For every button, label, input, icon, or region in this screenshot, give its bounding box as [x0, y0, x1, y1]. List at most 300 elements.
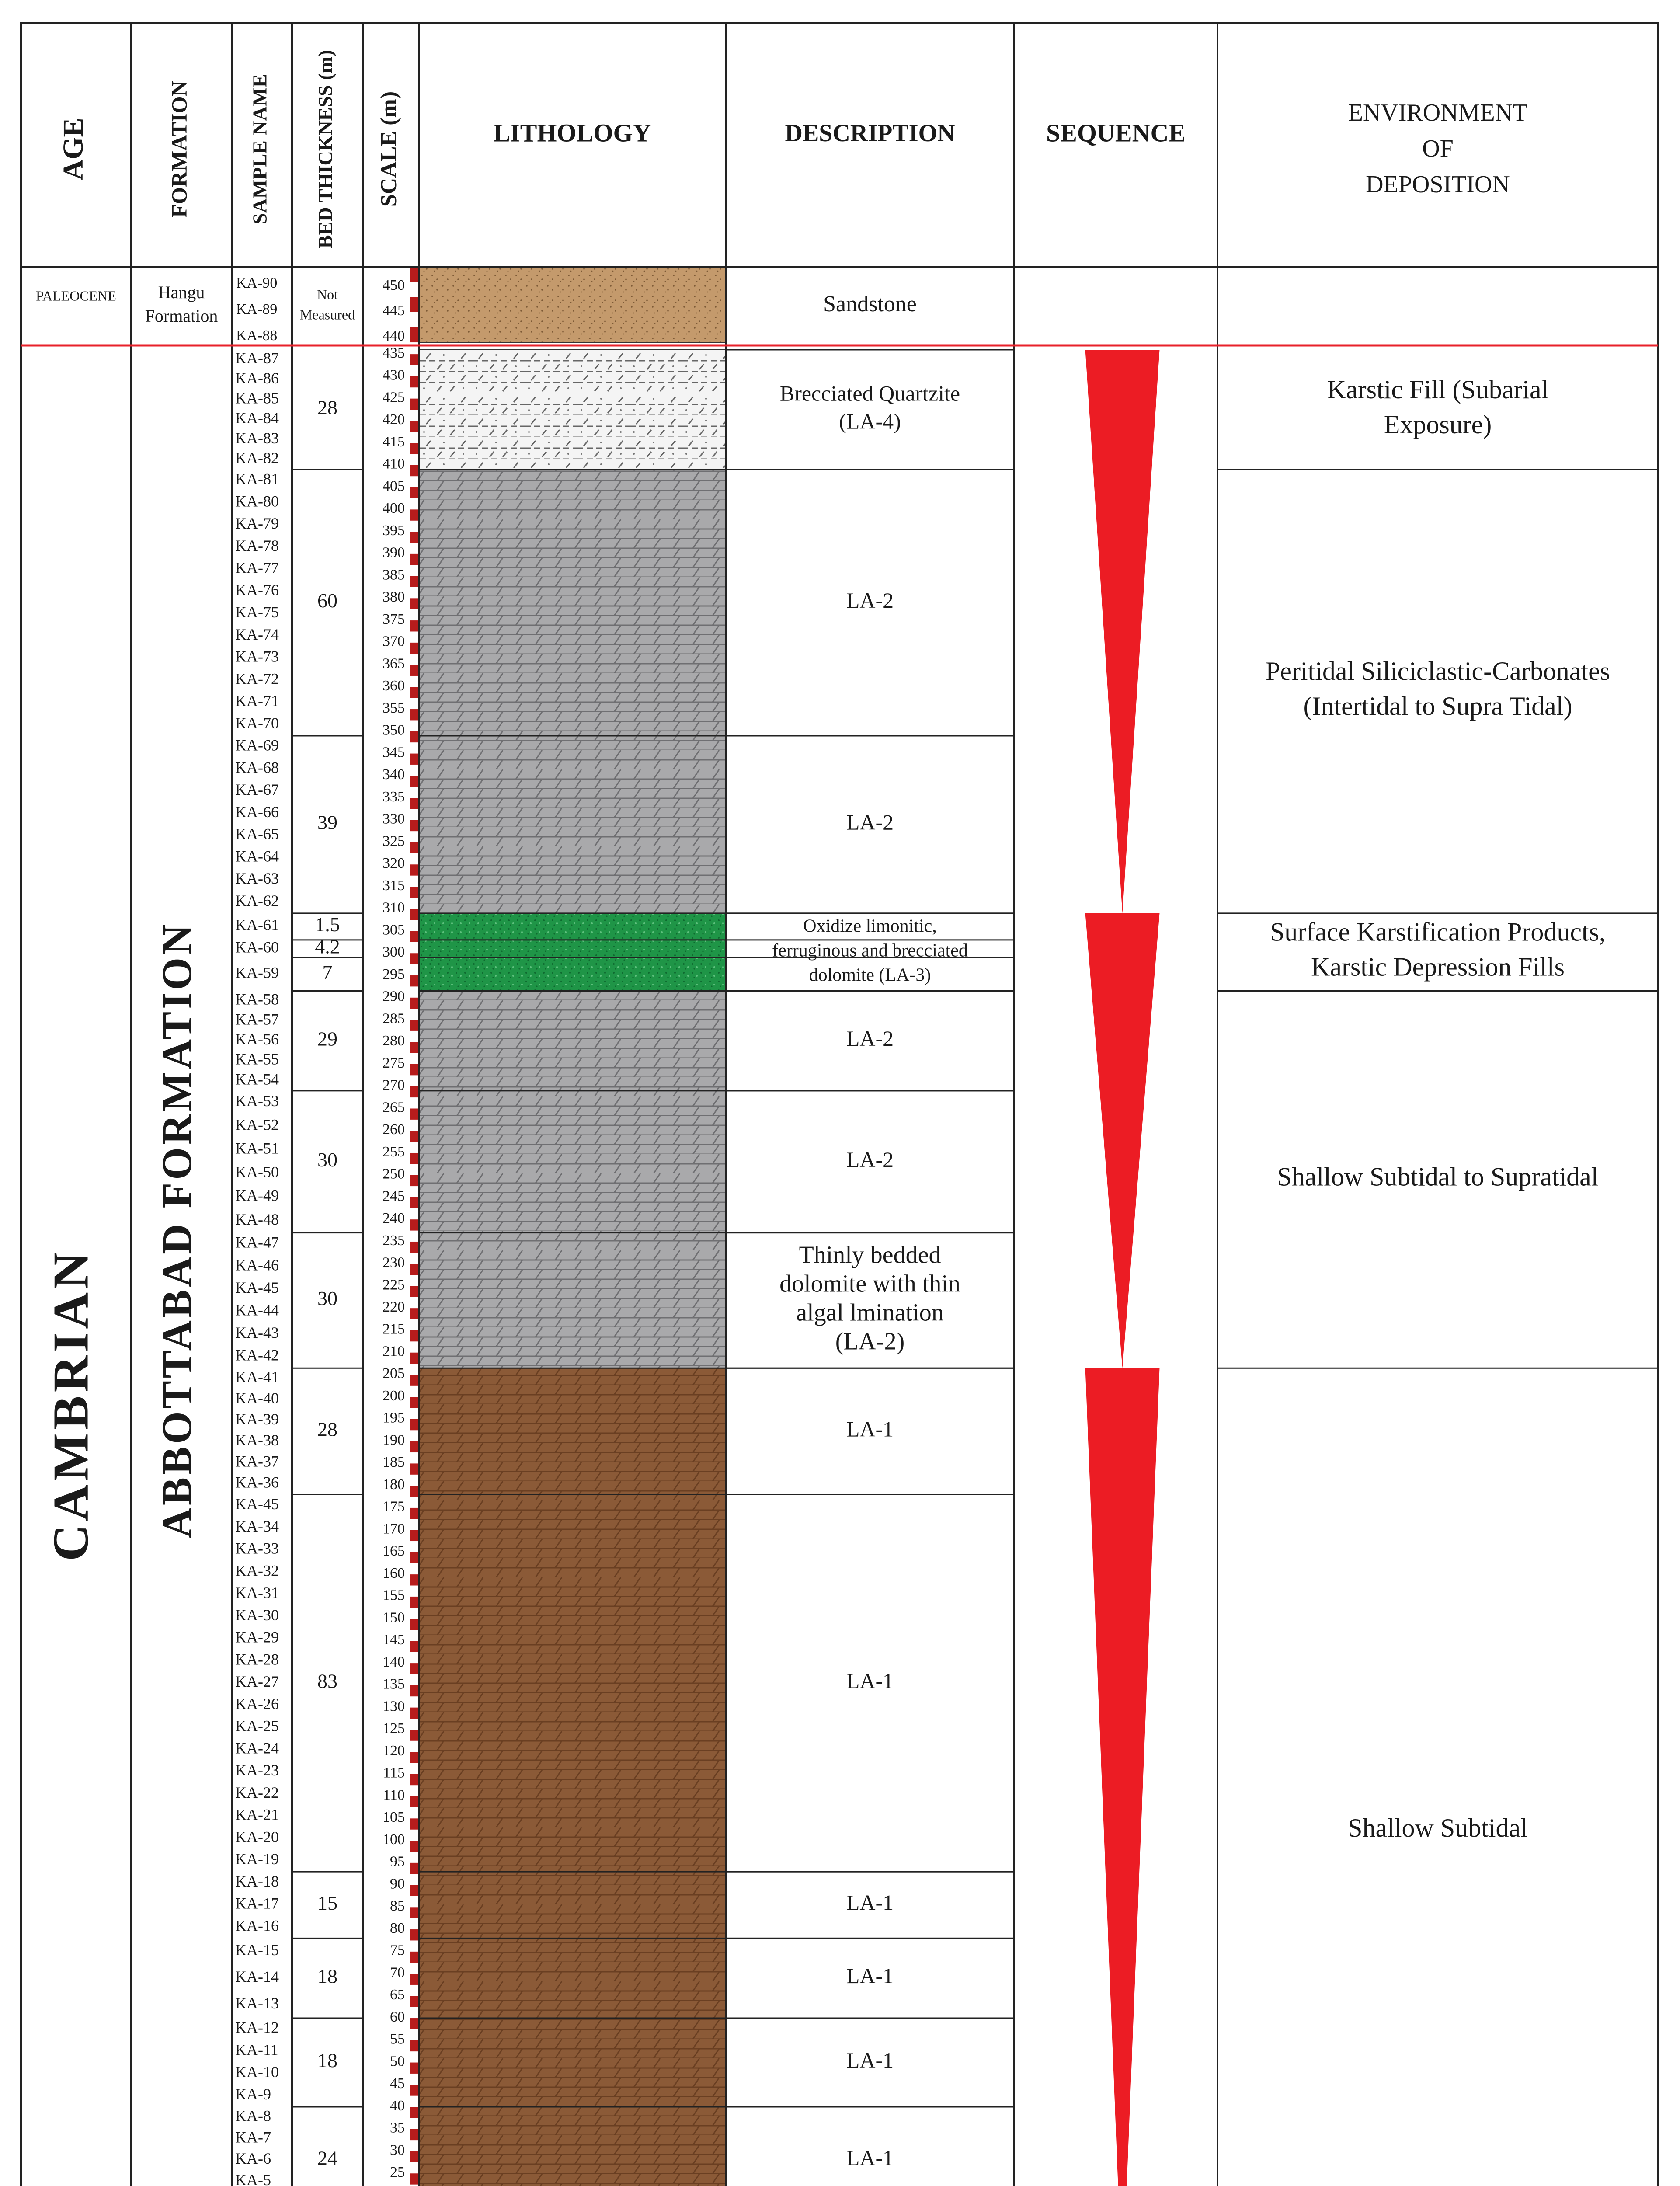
bed-12-thickness: 18: [317, 1965, 337, 1988]
sample-label-KA-13: KA-13: [235, 1994, 279, 2012]
scale-tick-290: 290: [383, 988, 405, 1005]
scale-tick-label: 450: [383, 277, 405, 293]
sample-label-KA-12: KA-12: [235, 2019, 279, 2036]
sample-label-KA-6: KA-6: [235, 2150, 271, 2168]
scale-tick-355: 355: [383, 700, 405, 716]
bed-7-thickness: 30: [317, 1148, 337, 1171]
sample-label-KA-32: KA-32: [235, 1562, 279, 1580]
scale-bar-segment: [410, 2129, 419, 2140]
scale-tick-135: 135: [383, 1676, 405, 1692]
sample-label-KA-66: KA-66: [235, 803, 279, 821]
scale-tick-235: 235: [383, 1232, 405, 1249]
scale-tick-250: 250: [383, 1166, 405, 1182]
sample-label-KA-61: KA-61: [235, 916, 279, 934]
scale-tick-220: 220: [383, 1298, 405, 1315]
scale-tick-420: 420: [383, 411, 405, 428]
la3-description: Oxidize limonitic,: [803, 916, 937, 936]
sample-label-KA-36: KA-36: [235, 1473, 279, 1491]
scale-bar-segment: [410, 709, 419, 720]
sample-label-KA-59: KA-59: [235, 964, 279, 982]
sample-label-KA-18: KA-18: [235, 1872, 279, 1890]
sample-label-KA-69: KA-69: [235, 736, 279, 754]
scale-tick-310: 310: [383, 899, 405, 916]
scale-tick-185: 185: [383, 1454, 405, 1471]
environment-0: Karstic Fill (Subarial: [1327, 375, 1549, 404]
sample-label-KA-39: KA-39: [235, 1410, 279, 1428]
scale-bar-segment: [410, 1086, 419, 1097]
scale-tick-200: 200: [383, 1387, 405, 1404]
header-sequence: SEQUENCE: [1046, 118, 1186, 147]
scale-bar-segment: [410, 1708, 419, 1719]
abbottabad-formation: ABBOTTABAD FORMATION: [153, 922, 201, 1539]
scale-tick-85: 85: [390, 1898, 405, 1914]
scale-tick-120: 120: [383, 1742, 405, 1759]
sample-label-KA-34: KA-34: [235, 1517, 279, 1535]
scale-tick-65: 65: [390, 1987, 405, 2003]
scale-bar-segment: [410, 620, 419, 631]
scale-bar-segment: [410, 1508, 419, 1519]
sample-label-KA-26: KA-26: [235, 1695, 279, 1713]
scale-tick-95: 95: [390, 1853, 405, 1870]
sample-label-KA-76: KA-76: [235, 581, 279, 599]
bed-2-description: LA-2: [846, 810, 894, 835]
scale-tick-150: 150: [383, 1609, 405, 1626]
scale-bar-segment: [410, 1064, 419, 1075]
sample-label-KA-8: KA-8: [235, 2107, 271, 2125]
environment-4: Shallow Subtidal: [1348, 1814, 1528, 1843]
header-environment: OF: [1422, 135, 1454, 162]
bed-8-fill: [419, 1233, 726, 1368]
scale-tick-label: 440: [383, 327, 405, 344]
scale-tick-430: 430: [383, 367, 405, 383]
scale-tick-265: 265: [383, 1099, 405, 1116]
scale-tick-50: 50: [390, 2053, 405, 2070]
sample-label-KA-7: KA-7: [235, 2128, 271, 2146]
header-age: AGE: [57, 118, 90, 181]
scale-tick-30: 30: [390, 2142, 405, 2158]
sample-label-KA-58: KA-58: [235, 990, 279, 1008]
scale-tick-70: 70: [390, 1964, 405, 1981]
sample-label-KA-65: KA-65: [235, 825, 279, 843]
bed-0-thickness: 28: [317, 396, 337, 419]
scale-tick-395: 395: [383, 522, 405, 539]
scale-bar-segment: [410, 1552, 419, 1563]
sample-label-KA-81: KA-81: [235, 470, 279, 488]
sample-label-KA-75: KA-75: [235, 603, 279, 621]
sample-label-KA-49: KA-49: [235, 1187, 279, 1204]
scale-tick-330: 330: [383, 811, 405, 827]
sample-label-KA-28: KA-28: [235, 1650, 279, 1668]
bed-11-thickness: 15: [317, 1891, 337, 1914]
scale-tick-210: 210: [383, 1343, 405, 1360]
scale-bar-segment: [410, 798, 419, 809]
scale-tick-160: 160: [383, 1565, 405, 1581]
scale-tick-260: 260: [383, 1121, 405, 1138]
sample-label-KA-72: KA-72: [235, 670, 279, 688]
sample-label-KA-22: KA-22: [235, 1783, 279, 1801]
scale-bar-segment: [410, 2085, 419, 2095]
sample-label-KA-80: KA-80: [235, 492, 279, 510]
scale-tick-275: 275: [383, 1055, 405, 1071]
scale-bar-segment: [410, 687, 419, 698]
sample-label-KA-48: KA-48: [235, 1210, 279, 1228]
environment-1: (Intertidal to Supra Tidal): [1303, 692, 1572, 721]
sample-label-KA-83: KA-83: [235, 429, 279, 447]
sample-label-KA-71: KA-71: [235, 692, 279, 710]
scale-bar-segment: [410, 1530, 419, 1541]
sample-label-KA-45: KA-45: [235, 1495, 279, 1513]
sample-label-KA-40: KA-40: [235, 1389, 279, 1407]
scale-bar-segment: [410, 443, 419, 454]
sample-label-KA-24: KA-24: [235, 1739, 279, 1757]
scale-tick-55: 55: [390, 2031, 405, 2047]
sample-label-KA-82: KA-82: [235, 449, 279, 467]
scale-tick-255: 255: [383, 1143, 405, 1160]
scale-bar-segment: [410, 487, 419, 498]
scale-bar-segment: [410, 1996, 419, 2007]
sample-label-KA-86: KA-86: [235, 369, 279, 387]
header-description: DESCRIPTION: [785, 119, 955, 147]
la3-description: ferruginous and brecciated: [772, 940, 968, 961]
environment-3: Shallow Subtidal to Supratidal: [1277, 1162, 1599, 1191]
bed-6-fill: [419, 991, 726, 1091]
header-environment: DEPOSITION: [1366, 171, 1510, 198]
sample-label-KA-44: KA-44: [235, 1301, 279, 1319]
scale-tick-145: 145: [383, 1632, 405, 1648]
la3-description: dolomite (LA-3): [809, 965, 931, 985]
scale-bar-segment: [410, 1197, 419, 1208]
scale-tick-90: 90: [390, 1876, 405, 1892]
scale-tick-190: 190: [383, 1432, 405, 1448]
scale-tick-370: 370: [383, 633, 405, 650]
scale-tick-205: 205: [383, 1365, 405, 1382]
environment-2: Surface Karstification Products,: [1270, 917, 1606, 947]
scale-tick-label: 445: [383, 302, 405, 319]
scale-tick-155: 155: [383, 1587, 405, 1604]
header-bed-thickness: BED THICKNESS (m): [314, 49, 337, 249]
scale-tick-100: 100: [383, 1831, 405, 1848]
scale-bar-segment: [410, 1619, 419, 1630]
scale-bar-segment: [410, 1264, 419, 1275]
bed-1-fill: [419, 470, 726, 736]
sample-label-KA-62: KA-62: [235, 891, 279, 909]
sample-label: KA-88: [236, 327, 278, 344]
scale-bar-segment: [410, 2040, 419, 2051]
scale-tick-410: 410: [383, 456, 405, 472]
scale-tick-280: 280: [383, 1033, 405, 1049]
scale-bar-segment: [410, 267, 419, 282]
sample-label-KA-5: KA-5: [235, 2171, 271, 2186]
scale-bar-segment: [410, 399, 419, 410]
sample-label-KA-29: KA-29: [235, 1628, 279, 1646]
scale-bar-segment: [410, 598, 419, 609]
scale-bar-segment: [410, 731, 419, 742]
scale-bar-segment: [410, 1952, 419, 1963]
sample-label-KA-87: KA-87: [235, 349, 279, 367]
paleocene-thickness: Measured: [299, 306, 355, 323]
sample-label-KA-77: KA-77: [235, 559, 279, 577]
scale-tick-340: 340: [383, 766, 405, 783]
scale-tick-375: 375: [383, 611, 405, 627]
sample-label-KA-67: KA-67: [235, 781, 279, 799]
scale-bar-segment: [410, 1308, 419, 1319]
sample-label-KA-17: KA-17: [235, 1894, 279, 1912]
sample-label-KA-57: KA-57: [235, 1010, 279, 1028]
header-environment: ENVIRONMENT: [1348, 99, 1528, 126]
sample-label-KA-84: KA-84: [235, 409, 279, 427]
bed-3-thickness: 1.5: [315, 913, 340, 936]
scale-bar-segment: [410, 864, 419, 875]
scale-tick-300: 300: [383, 944, 405, 961]
bed-1-description: LA-2: [846, 588, 894, 613]
bed-11-description: LA-1: [846, 1890, 894, 1915]
scale-bar-segment: [410, 1441, 419, 1452]
scale-bar-segment: [410, 1131, 419, 1142]
scale-tick-390: 390: [383, 544, 405, 561]
scale-tick-45: 45: [390, 2075, 405, 2092]
sample-label-KA-46: KA-46: [235, 1256, 279, 1274]
sample-label-KA-56: KA-56: [235, 1030, 279, 1048]
scale-bar-segment: [410, 1774, 419, 1785]
bed-2-fill: [419, 736, 726, 913]
scale-bar-segment: [410, 1397, 419, 1408]
scale-tick-40: 40: [390, 2097, 405, 2114]
scale-bar-segment: [410, 1108, 419, 1119]
header-formation: FORMATION: [167, 80, 191, 218]
scale-tick-75: 75: [390, 1942, 405, 1959]
lithology-column: [410, 267, 726, 2186]
bed-12-description: LA-1: [846, 1963, 894, 1988]
scale-tick-405: 405: [383, 478, 405, 494]
scale-tick-230: 230: [383, 1254, 405, 1271]
scale-tick-240: 240: [383, 1210, 405, 1227]
scale-bar-segment: [410, 2107, 419, 2118]
sample-label-KA-73: KA-73: [235, 647, 279, 665]
scale-tick-400: 400: [383, 500, 405, 517]
scale-bar-segment: [410, 820, 419, 831]
scale-tick-320: 320: [383, 855, 405, 872]
environment-2: Karstic Depression Fills: [1311, 952, 1565, 982]
scale-bar-segment: [410, 1641, 419, 1652]
sample-label-KA-33: KA-33: [235, 1539, 279, 1557]
paleocene-description: Sandstone: [823, 291, 917, 317]
bed-10-description: LA-1: [846, 1668, 894, 1693]
header-lithology: LITHOLOGY: [493, 118, 651, 147]
bed-5-thickness: 7: [322, 961, 333, 984]
sample-label-KA-85: KA-85: [235, 389, 279, 407]
sample-label-KA-30: KA-30: [235, 1606, 279, 1624]
bed-7-description: LA-2: [846, 1147, 894, 1172]
scale-tick-360: 360: [383, 678, 405, 694]
sample-label-KA-54: KA-54: [235, 1070, 279, 1088]
bed-9-thickness: 28: [317, 1418, 337, 1441]
scale-bar-segment: [410, 1929, 419, 1940]
hangu-formation: Hangu: [158, 282, 205, 303]
bed-8-description: Thinly bedded: [799, 1241, 941, 1269]
bed-6-thickness: 29: [317, 1027, 337, 1050]
header-scale: SCALE (m): [376, 91, 401, 207]
sample-label-KA-10: KA-10: [235, 2063, 279, 2081]
bed-5-fill: [419, 957, 726, 991]
sample-label-KA-79: KA-79: [235, 515, 279, 533]
scale-tick-335: 335: [383, 788, 405, 805]
scale-bar-segment: [410, 1974, 419, 1985]
scale-bar-segment: [410, 665, 419, 676]
sample-label-KA-43: KA-43: [235, 1324, 279, 1342]
sample-label-KA-38: KA-38: [235, 1431, 279, 1449]
sample-label: KA-90: [236, 275, 278, 291]
bed-14-description: LA-1: [846, 2145, 894, 2170]
scale-bar-segment: [410, 421, 419, 432]
bed-2-thickness: 39: [317, 811, 337, 834]
scale-bar-segment: [410, 1020, 419, 1031]
scale-tick-165: 165: [383, 1543, 405, 1559]
scale-tick-180: 180: [383, 1476, 405, 1493]
scale-tick-115: 115: [383, 1765, 405, 1781]
scale-bar-segment: [410, 754, 419, 765]
scale-tick-315: 315: [383, 877, 405, 894]
sample-label-KA-20: KA-20: [235, 1828, 279, 1846]
scale-bar-segment: [410, 2018, 419, 2029]
sample-label-KA-25: KA-25: [235, 1717, 279, 1735]
scale-tick-245: 245: [383, 1188, 405, 1204]
scale-tick-345: 345: [383, 744, 405, 761]
sample-label-KA-51: KA-51: [235, 1139, 279, 1157]
scale-bar-segment: [410, 975, 419, 986]
scale-bar-segment: [410, 327, 419, 342]
scale-bar-segment: [410, 1375, 419, 1385]
sample-label-KA-63: KA-63: [235, 870, 279, 888]
sample-label-KA-47: KA-47: [235, 1233, 279, 1251]
scale-bar-segment: [410, 909, 419, 920]
scale-bar-segment: [410, 1863, 419, 1874]
scale-tick-140: 140: [383, 1653, 405, 1670]
sample-label-KA-16: KA-16: [235, 1917, 279, 1935]
scale-bar-segment: [410, 1841, 419, 1852]
scale-bar-segment: [410, 1574, 419, 1585]
bed-9-description: LA-1: [846, 1417, 894, 1441]
sample-label-KA-78: KA-78: [235, 536, 279, 554]
paleocene-thickness: Not: [317, 286, 338, 303]
scale-bar-segment: [410, 1730, 419, 1740]
sample-label-KA-11: KA-11: [235, 2041, 278, 2059]
environment-0: Exposure): [1384, 410, 1492, 439]
scale-bar-segment: [410, 2063, 419, 2074]
environment-1: Peritidal Siliciclastic-Carbonates: [1265, 657, 1610, 686]
scale-tick-35: 35: [390, 2120, 405, 2136]
scale-bar-segment: [410, 532, 419, 543]
scale-bar-segment: [410, 465, 419, 476]
bed-0-description: (LA-4): [839, 409, 901, 434]
scale-bar-segment: [410, 1353, 419, 1364]
bed-7-fill: [419, 1091, 726, 1233]
scale-bar-segment: [410, 1885, 419, 1896]
scale-bar-segment: [410, 1597, 419, 1608]
scale-bar-segment: [410, 1818, 419, 1829]
scale-bar-segment: [410, 1175, 419, 1186]
sample-label-KA-31: KA-31: [235, 1584, 279, 1602]
sample-label-KA-27: KA-27: [235, 1673, 279, 1691]
sample-label-KA-55: KA-55: [235, 1050, 279, 1068]
bed-4-fill: [419, 940, 726, 958]
scale-bar-segment: [410, 931, 419, 942]
header-sample-name: SAMPLE NAME: [248, 74, 271, 224]
bed-4-thickness: 4.2: [315, 935, 340, 958]
scale-bar-segment: [410, 297, 419, 312]
sample-label-KA-70: KA-70: [235, 714, 279, 732]
scale-bar-segment: [410, 1419, 419, 1430]
sample-label-KA-37: KA-37: [235, 1452, 279, 1470]
cambrian-age: CAMBRIAN: [43, 1249, 99, 1561]
scale-tick-425: 425: [383, 389, 405, 406]
scale-bar-segment: [410, 1153, 419, 1164]
scale-bar-segment: [410, 887, 419, 898]
scale-bar-segment: [410, 1486, 419, 1497]
sample-label-KA-45: KA-45: [235, 1278, 279, 1296]
sample-label-KA-60: KA-60: [235, 938, 279, 956]
sample-label-KA-68: KA-68: [235, 759, 279, 776]
bed-9-fill: [419, 1368, 726, 1494]
bed-8-description: dolomite with thin: [779, 1270, 960, 1298]
sample-label-KA-42: KA-42: [235, 1346, 279, 1364]
scale-tick-270: 270: [383, 1077, 405, 1093]
bed-11-fill: [419, 1872, 726, 1938]
scale-tick-80: 80: [390, 1920, 405, 1936]
sample-label-KA-53: KA-53: [235, 1092, 279, 1110]
scale-tick-350: 350: [383, 722, 405, 738]
scale-bar-segment: [410, 1752, 419, 1763]
scale-tick-130: 130: [383, 1698, 405, 1715]
sample-label-KA-23: KA-23: [235, 1761, 279, 1779]
bed-0-description: Brecciated Quartzite: [779, 381, 960, 406]
bed-1-thickness: 60: [317, 589, 337, 612]
bed-12-fill: [419, 1938, 726, 2018]
scale-tick-225: 225: [383, 1277, 405, 1293]
scale-tick-170: 170: [383, 1521, 405, 1537]
scale-bar-segment: [410, 1242, 419, 1253]
scale-bar-segment: [410, 1286, 419, 1297]
scale-bar-segment: [410, 953, 419, 964]
scale-bar-segment: [410, 2173, 419, 2184]
scale-bar-segment: [410, 998, 419, 1009]
scale-tick-365: 365: [383, 655, 405, 672]
sample-label-KA-19: KA-19: [235, 1850, 279, 1868]
sample-label: KA-89: [236, 301, 278, 317]
sample-label-KA-74: KA-74: [235, 625, 279, 643]
scale-bar-segment: [410, 376, 419, 387]
bed-8-thickness: 30: [317, 1287, 337, 1310]
scale-tick-305: 305: [383, 922, 405, 938]
paleocene-age: PALEOCENE: [36, 288, 116, 304]
sample-label-KA-15: KA-15: [235, 1941, 279, 1959]
scale-tick-110: 110: [383, 1787, 405, 1803]
bed-8-description: algal lmination: [796, 1299, 944, 1326]
scale-bar-segment: [410, 1663, 419, 1674]
bed-10-fill: [419, 1494, 726, 1872]
scale-tick-295: 295: [383, 966, 405, 982]
scale-bar-segment: [410, 1907, 419, 1918]
scale-tick-105: 105: [383, 1809, 405, 1826]
scale-tick-325: 325: [383, 833, 405, 849]
scale-bar-segment: [410, 1796, 419, 1807]
scale-tick-25: 25: [390, 2164, 405, 2181]
scale-tick-125: 125: [383, 1720, 405, 1737]
scale-bar-segment: [410, 1330, 419, 1341]
scale-bar-segment: [410, 1685, 419, 1696]
bed-13-thickness: 18: [317, 2049, 337, 2072]
scale-tick-195: 195: [383, 1410, 405, 1426]
sandstone-fill: [419, 267, 726, 343]
